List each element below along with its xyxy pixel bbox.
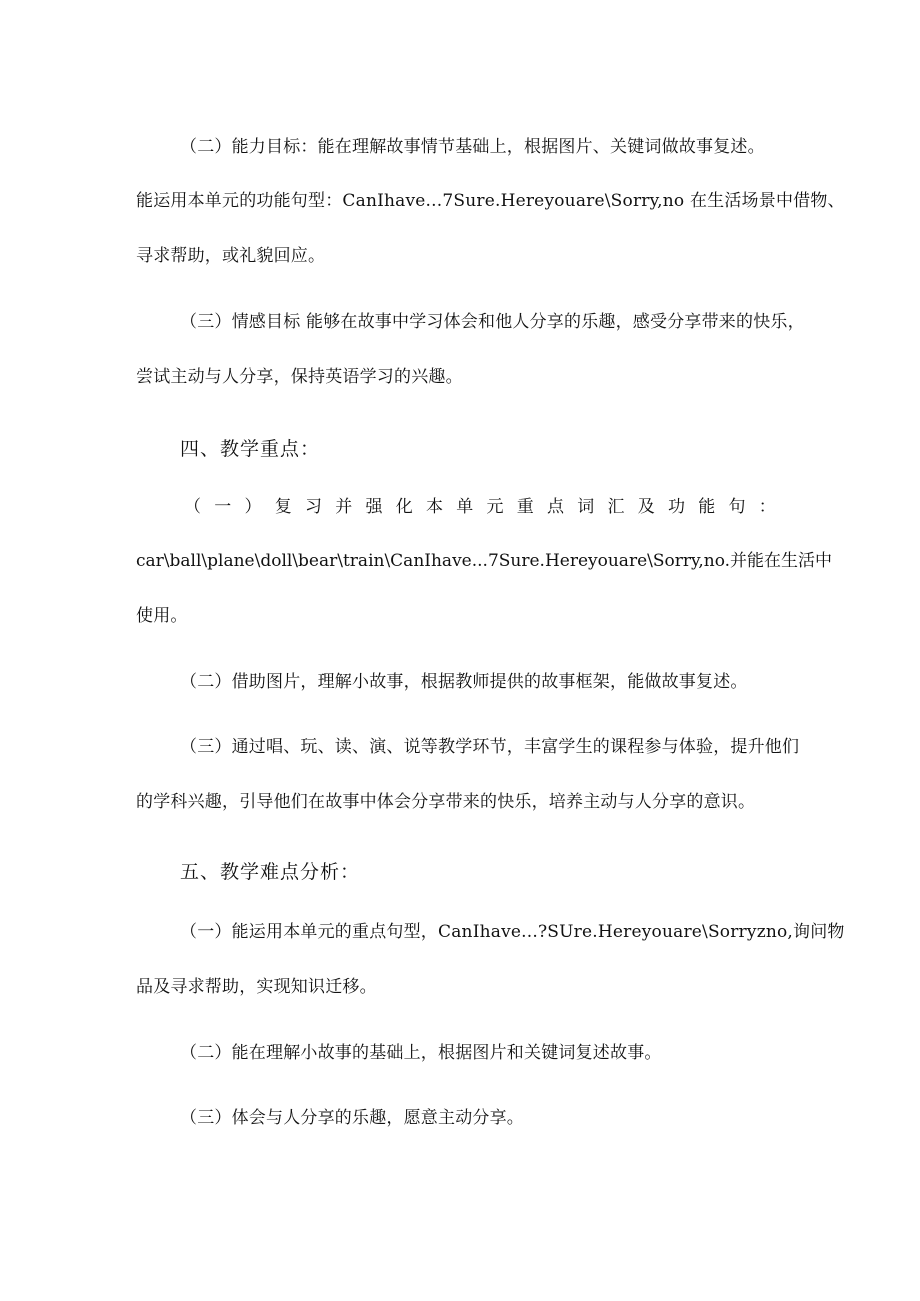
section-5-item-1-line-1: （一）能运用本单元的重点句型，CanIhave...?SUre.Hereyouare\Sorryzno,询问物 xyxy=(180,922,845,942)
section-5-heading: 五、教学难点分析： xyxy=(180,861,361,883)
section-4-item-3-line-2: 的学科兴趣，引导他们在故事中体会分享带来的快乐，培养主动与人分享的意识。 xyxy=(136,792,756,812)
section-4-item-3-line-1: （三）通过唱、玩、读、演、说等教学环节，丰富学生的课程参与体验，提升他们 xyxy=(180,737,800,757)
emotion-goal-line-2: 尝试主动与人分享，保持英语学习的兴趣。 xyxy=(136,367,463,387)
section-4-item-1-line-3: 使用。 xyxy=(136,606,188,626)
ability-goal-line-3: 寻求帮助，或礼貌回应。 xyxy=(136,246,326,266)
section-5-item-3: （三）体会与人分享的乐趣，愿意主动分享。 xyxy=(180,1108,524,1128)
section-4-heading: 四、教学重点： xyxy=(180,438,321,460)
section-4-item-1-line-2: car\ball\plane\doll\bear\train\CanIhave...7Sure.Hereyouare\Sorry,no.并能在生活中 xyxy=(136,551,833,571)
section-5-item-1-line-2: 品及寻求帮助，实现知识迁移。 xyxy=(136,977,377,997)
ability-goal-line-2: 能运用本单元的功能句型：CanIhave...7Sure.Hereyouare\Sorry,no 在生活场景中借物、 xyxy=(136,191,845,211)
emotion-goal-line-1: （三）情感目标 能够在故事中学习体会和他人分享的乐趣，感受分享带来的快乐， xyxy=(180,312,805,332)
ability-goal-line-1: （二）能力目标：能在理解故事情节基础上，根据图片、关键词做故事复述。 xyxy=(180,137,765,157)
section-5-item-2: （二）能在理解小故事的基础上，根据图片和关键词复述故事。 xyxy=(180,1043,662,1063)
section-4-item-1-line-1: （ 一 ） 复 习 并 强 化 本 单 元 重 点 词 汇 及 功 能 句 ： xyxy=(184,497,776,517)
section-4-item-2: （二）借助图片，理解小故事，根据教师提供的故事框架，能做故事复述。 xyxy=(180,672,748,692)
